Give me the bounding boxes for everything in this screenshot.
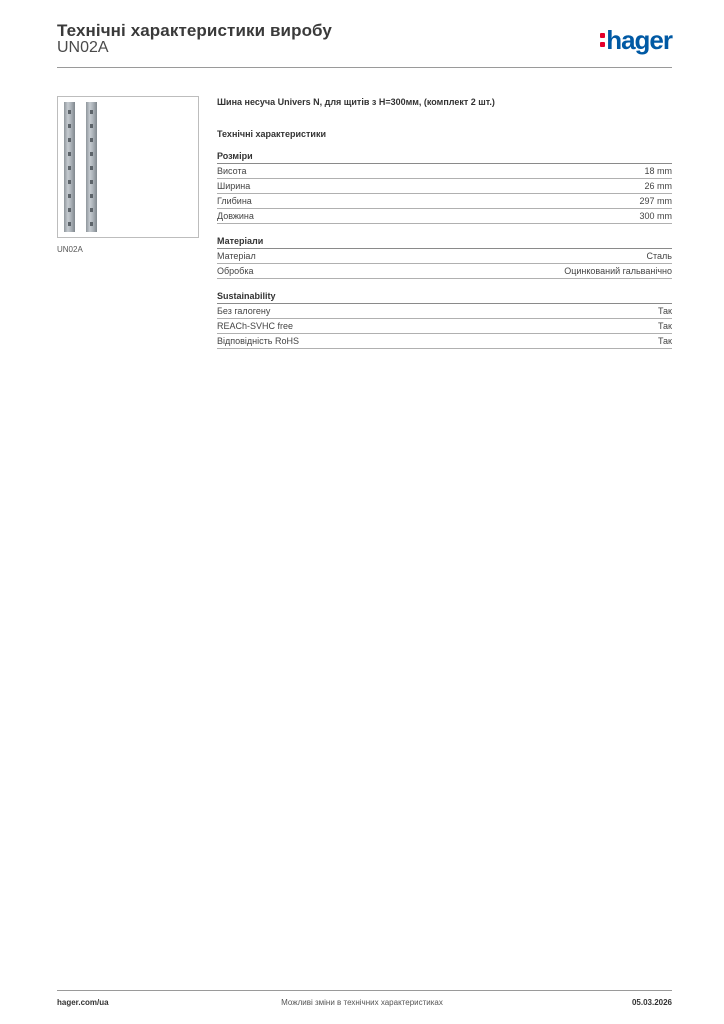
spec-value: Так — [657, 321, 672, 331]
spec-content — [217, 96, 672, 349]
spec-value: Так — [657, 306, 672, 316]
product-image — [57, 96, 199, 238]
spec-label: Без галогену — [217, 306, 271, 316]
footer-date: 05.03.2026 — [631, 998, 672, 1007]
spec-value: Сталь — [646, 251, 672, 261]
spec-label: Обробка — [217, 266, 254, 276]
spec-label: Ширина — [217, 181, 251, 191]
rail-right-image — [86, 102, 97, 232]
spec-group-sustainability — [217, 291, 672, 349]
image-caption: UN02A — [57, 245, 83, 254]
spec-row — [217, 209, 672, 224]
header-divider — [57, 67, 672, 68]
spec-value: Так — [657, 336, 672, 346]
rail-left-image — [64, 102, 75, 232]
spec-row — [217, 179, 672, 194]
product-name: Шина несуча Univers N, для щитів з H=300мм, (комплект 2 шт.) — [217, 97, 495, 107]
spec-label: Довжина — [217, 211, 254, 221]
spec-row — [217, 334, 672, 349]
spec-row — [217, 249, 672, 264]
footer-divider — [57, 990, 672, 991]
spec-label: Матеріал — [217, 251, 256, 261]
specs-heading: Технічні характеристики — [217, 129, 326, 139]
group-title: Sustainability — [217, 291, 672, 304]
spec-label: Висота — [217, 166, 247, 176]
hager-logo — [600, 27, 672, 53]
spec-value: 297 mm — [639, 196, 672, 206]
spec-row — [217, 264, 672, 279]
logo-dots-icon — [600, 33, 605, 51]
footer-disclaimer: Можливі зміни в технічних характеристиках — [281, 998, 443, 1007]
group-title: Розміри — [217, 151, 672, 164]
page-title: Технічні характеристики виробу — [57, 21, 332, 40]
footer-website-link[interactable]: hager.com/ua — [57, 998, 109, 1007]
spec-label: Відповідність RoHS — [217, 336, 299, 346]
spec-row — [217, 194, 672, 209]
spec-value: 26 mm — [644, 181, 672, 191]
spec-group-dimensions — [217, 151, 672, 224]
spec-row — [217, 164, 672, 179]
spec-row — [217, 319, 672, 334]
product-code: UN02A — [57, 39, 109, 56]
spec-value: 300 mm — [639, 211, 672, 221]
spec-group-materials — [217, 236, 672, 279]
spec-value: Оцинкований гальванічно — [564, 266, 672, 276]
spec-row — [217, 304, 672, 319]
spec-value: 18 mm — [644, 166, 672, 176]
spec-label: REACh-SVHC free — [217, 321, 294, 331]
group-title: Матеріали — [217, 236, 672, 249]
spec-label: Глибина — [217, 196, 252, 206]
logo-text: hager — [606, 25, 672, 55]
